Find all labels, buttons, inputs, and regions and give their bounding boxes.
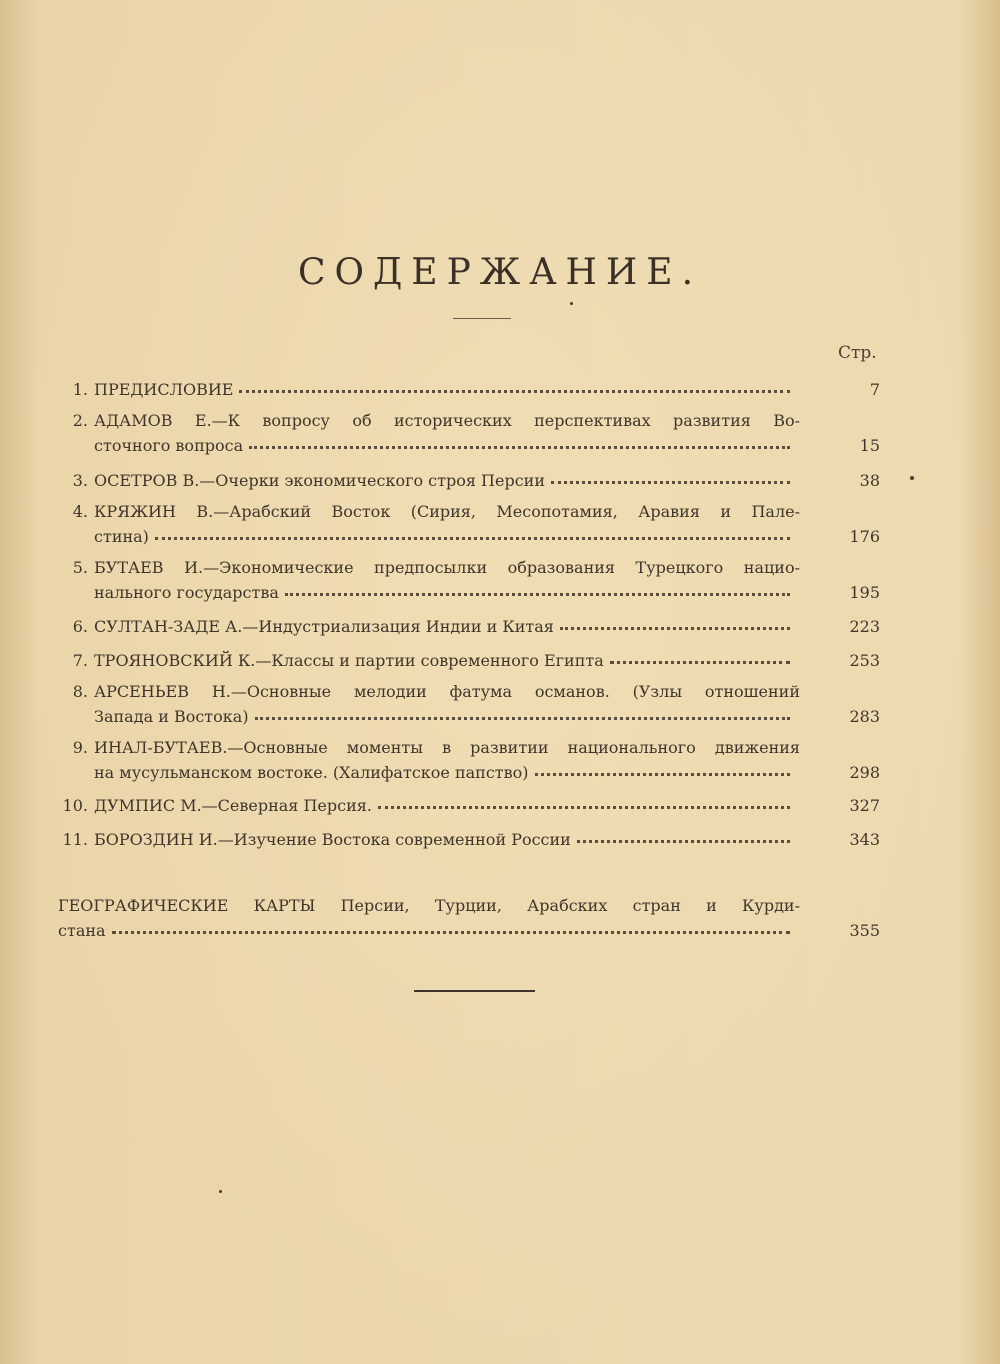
toc-entry-number: 8.	[72, 682, 88, 701]
dot-leader	[239, 374, 790, 393]
toc-entry-text: стина)	[94, 527, 149, 546]
toc-entry-text: КРЯЖИН В.—Арабский Восток (Сирия, Месопотамия, Аравия и Пале-	[94, 502, 800, 521]
toc-entry-text: ИНАЛ-БУТАЕВ.—Основные моменты в развитии национального движения	[94, 738, 800, 757]
toc-entry-number: 4.	[72, 502, 88, 521]
toc-page-number: 223	[849, 617, 880, 636]
toc-entry-text: на мусульманском востоке. (Халифатское папство)	[94, 763, 529, 782]
toc-page-number: 195	[849, 583, 880, 602]
ink-speck	[910, 476, 914, 480]
toc-page-number: 176	[849, 527, 880, 546]
toc-entry-number: 1.	[72, 380, 88, 399]
toc-entry-number: 11.	[62, 830, 88, 849]
ink-speck	[219, 1190, 222, 1193]
toc-entry-text: АДАМОВ Е.—К вопросу об исторических перспективах развития Во-	[94, 411, 800, 430]
toc-entry-text: ОСЕТРОВ В.—Очерки экономического строя Персии	[94, 471, 545, 490]
toc-entry	[58, 613, 880, 638]
toc-entry-text: Запада и Востока)	[94, 707, 249, 726]
toc-page-number: 343	[849, 830, 880, 849]
toc-entry-text: ДУМПИС М.—Северная Персия.	[94, 796, 372, 815]
toc-entry-text: ТРОЯНОВСКИЙ К.—Классы и партии современного Египта	[94, 651, 604, 670]
dot-leader	[610, 645, 790, 664]
toc-entry-text: ПРЕДИСЛОВИЕ	[94, 380, 234, 399]
toc-entry	[58, 737, 880, 784]
toc-entry	[58, 647, 880, 672]
dot-leader	[551, 465, 790, 484]
toc-entry	[58, 376, 880, 401]
toc-page-number: 327	[849, 796, 880, 815]
toc-page-number: 7	[869, 380, 880, 399]
toc-page-number: 283	[849, 707, 880, 726]
toc-entry-number: 5.	[72, 558, 88, 577]
toc-entry-text: нального государства	[94, 583, 279, 602]
toc-entry-number: 3.	[72, 471, 88, 490]
dot-leader	[535, 757, 790, 776]
toc-page-number: 355	[849, 921, 880, 940]
page-column-header: Стр.	[838, 343, 877, 363]
toc-entry	[58, 895, 880, 942]
dot-leader	[378, 790, 790, 809]
dot-leader	[560, 611, 790, 630]
toc-entry-text: БОРОЗДИН И.—Изучение Востока современной России	[94, 830, 571, 849]
ink-speck	[570, 302, 573, 305]
toc-entry-number: 2.	[72, 411, 88, 430]
toc-page-number: 15	[859, 436, 880, 455]
toc-entry	[58, 410, 880, 457]
toc-page-number: 38	[859, 471, 880, 490]
toc-page-number: 253	[849, 651, 880, 670]
dot-leader	[285, 577, 790, 596]
toc-entry-number: 6.	[72, 617, 88, 636]
toc-entry	[58, 557, 880, 604]
dot-leader	[255, 701, 790, 720]
toc-entry-number: 7.	[72, 651, 88, 670]
toc-entry-text: стана	[58, 921, 106, 940]
toc-entry	[58, 501, 880, 548]
dot-leader	[249, 430, 790, 449]
toc-entry-text: сточного вопроса	[94, 436, 244, 455]
toc-entry	[58, 826, 880, 851]
toc-page-number: 298	[849, 763, 880, 782]
toc-entry	[58, 467, 880, 492]
toc-entry-text: ГЕОГРАФИЧЕСКИЕ КАРТЫ Персии, Турции, Арабских стран и Курди-	[58, 896, 800, 915]
toc-entry-text: СУЛТАН-ЗАДЕ А.—Индустриализация Индии и Китая	[94, 617, 554, 636]
dot-leader	[155, 521, 790, 540]
toc-entry-number: 10.	[62, 796, 88, 815]
end-divider	[414, 990, 535, 992]
toc-entry-text: АРСЕНЬЕВ Н.—Основные мелодии фатума османов. (Узлы отношений	[94, 682, 800, 701]
toc-entry-number: 9.	[72, 738, 88, 757]
toc-entry-text: БУТАЕВ И.—Экономические предпосылки образования Турецкого нацио-	[94, 558, 800, 577]
dot-leader	[112, 915, 790, 934]
toc-entry	[58, 681, 880, 728]
page-title: СОДЕРЖАНИЕ.	[297, 252, 703, 293]
toc-entry	[58, 792, 880, 817]
dot-leader	[577, 824, 790, 843]
